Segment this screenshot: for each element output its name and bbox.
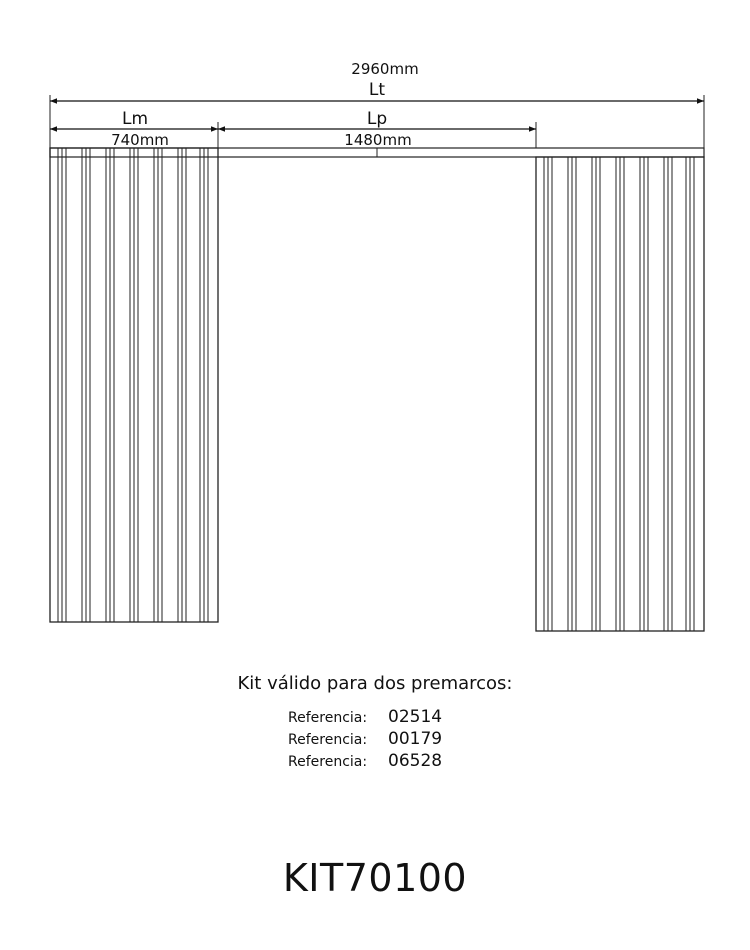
reference-code: 02514: [388, 707, 443, 727]
top-rail: [50, 148, 704, 157]
total-width-value: 2960mm: [351, 60, 419, 78]
passage-width-dimension: [218, 109, 536, 149]
total-width-dimension: [50, 60, 704, 101]
reference-label: Referencia:: [288, 732, 368, 748]
leaf-width-dimension: [50, 109, 218, 149]
passage-width-value: 1480mm: [344, 131, 412, 149]
reference-label: Referencia:: [288, 710, 368, 726]
passage-width-symbol: Lp: [366, 109, 388, 129]
left-door-leaf: [50, 148, 218, 622]
total-width-symbol: Lt: [368, 80, 386, 100]
reference-row: [288, 729, 442, 751]
reference-row: [288, 707, 442, 729]
reference-list: [288, 707, 442, 773]
kit-caption: Kit válido para dos premarcos:: [237, 673, 513, 694]
reference-label: Referencia:: [288, 754, 368, 770]
leaf-width-symbol: Lm: [121, 109, 149, 129]
reference-code: 06528: [388, 751, 443, 771]
reference-code: 00179: [388, 729, 443, 749]
kit-code: KIT70100: [282, 856, 468, 900]
leaf-width-value: 740mm: [111, 131, 169, 149]
reference-row: [288, 751, 442, 773]
right-door-leaf: [536, 157, 704, 631]
